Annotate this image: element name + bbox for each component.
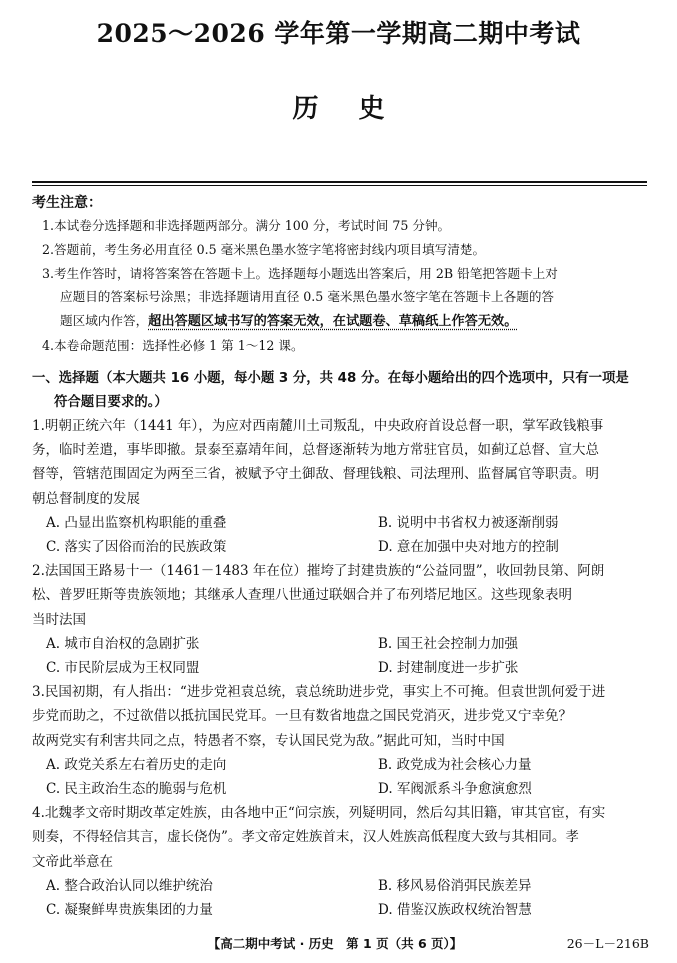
- option-d[interactable]: D. 意在加强中央对地方的控制: [378, 539, 559, 556]
- option-c[interactable]: C. 落实了因俗而治的民族政策: [46, 539, 227, 556]
- option-b[interactable]: B. 政党成为社会核心力量: [378, 756, 532, 773]
- notice-emphasis: 超出答题区域书写的答案无效，在试题卷、草稿纸上作答无效。: [148, 314, 518, 330]
- option-d[interactable]: D. 借鉴汉族政权统治智慧: [378, 902, 532, 919]
- option-d[interactable]: D. 军阀派系斗争愈演愈烈: [378, 781, 532, 798]
- option-a[interactable]: A. 凸显出监察机构职能的重叠: [46, 514, 227, 531]
- header-divider-thick: [32, 181, 647, 183]
- notice-item-3: 3.考生作答时，请将答案答在答题卡上。选择题每小题选出答案后，用 2B 铅笔把答题卡上对 应题目的答案标号涂黑；非选择题请用直径 0.5 毫米黑色墨水签字笔在答题卡上各题的答 题区域内作答，超出答题区域书写的答案无效，在试题卷、草稿纸上作答无效。: [42, 265, 558, 330]
- answer-options: [32, 753, 654, 801]
- option-d[interactable]: D. 封建制度进一步扩张: [378, 660, 519, 677]
- option-b[interactable]: B. 移风易俗消弭民族差异: [378, 877, 532, 894]
- question-stem: 1.明朝正统六年（1441 年），为应对西南麓川土司叛乱，中央政府首设总督一职，掌军政钱粮事 务，临时差遣，事毕即撤。景泰至嘉靖年间，总督逐渐转为地方常驻官员，如蓟辽总督、宣大总 督等，管辖范围固定为两至三省，被赋予守土御敌、督理钱粮、司法理刑、监督属官等职责。明 朝总督制度的发展: [32, 418, 604, 507]
- question-stem: 2.法国国王路易十一（1461－1483 年在位）摧垮了封建贵族的“公益同盟”，收回勃艮第、阿朗 松、普罗旺斯等贵族领地；其继承人查理八世通过联姻合并了布列塔尼地区。这些现象表明 当时法国: [32, 563, 605, 628]
- option-b[interactable]: B. 说明中书省权力被逐渐削弱: [378, 514, 559, 531]
- section-heading: 一、选择题（本大题共 16 小题，每小题 3 分，共 48 分。在每小题给出的四个选项中，只有一项是 符合题目要求的。）: [32, 371, 629, 410]
- notice-item-4: 4.本卷命题范围：选择性必修 1 第 1～12 课。: [42, 337, 304, 353]
- header-divider-thin: [32, 185, 647, 186]
- option-a[interactable]: A. 城市自治权的急剧扩张: [46, 635, 200, 652]
- candidate-notice: [32, 192, 652, 358]
- footer-page-info: 【高二期中考试 · 历史 第 1 页（共 6 页）】: [207, 936, 463, 951]
- notice-item-1: 1.本试卷分选择题和非选择题两部分。满分 100 分，考试时间 75 分钟。: [42, 218, 451, 233]
- exam-title: 2025～2026 学年第一学期高二期中考试: [96, 19, 581, 48]
- notice-heading: 考生注意：: [32, 195, 102, 211]
- answer-options: [32, 511, 654, 559]
- question-stem: 3.民国初期，有人指出：“进步党袒袁总统，袁总统助进步党，事实上不可掩。但袁世凯何爱于进 步党而助之，不过欲借以抵抗国民党耳。一旦有数省地盘之国民党消灭，进步党又宁幸免？ 故两党实有利害共同之点，特愚者不察，专认国民党为敌。”据此可知，当时中国: [32, 684, 606, 749]
- question-3: [32, 680, 654, 801]
- option-c[interactable]: C. 市民阶层成为王权同盟: [46, 660, 200, 677]
- option-a[interactable]: A. 整合政治认同以维护统治: [46, 877, 213, 894]
- question-2: [32, 559, 654, 680]
- notice-item-2: 2.答题前，考生务必用直径 0.5 毫米黑色墨水签字笔将密封线内项目填写清楚。: [42, 241, 486, 257]
- footer-paper-code: 26－L－216B: [566, 936, 649, 951]
- answer-options: [32, 632, 654, 680]
- option-b[interactable]: B. 国王社会控制力加强: [378, 635, 519, 652]
- question-4: [32, 801, 654, 922]
- question-list: [32, 414, 654, 922]
- option-a[interactable]: A. 政党关系左右着历史的走向: [46, 756, 227, 773]
- subject-title: 历史: [292, 94, 425, 124]
- question-1: [32, 414, 654, 559]
- option-c[interactable]: C. 民主政治生态的脆弱与危机: [46, 781, 227, 798]
- page-footer: [0, 934, 677, 954]
- answer-options: [32, 874, 654, 922]
- question-stem: 4.北魏孝文帝时期改革定姓族，由各地中正“问宗族，列疑明同，然后勾其旧籍，审其官宦，有实 则奏，不得轻信其言，虚长侥伪”。孝文帝定姓族首末，汉人姓族高低程度大致与其相同。孝 文帝此举意在: [32, 805, 606, 870]
- option-c[interactable]: C. 凝聚鲜卑贵族集团的力量: [46, 902, 213, 919]
